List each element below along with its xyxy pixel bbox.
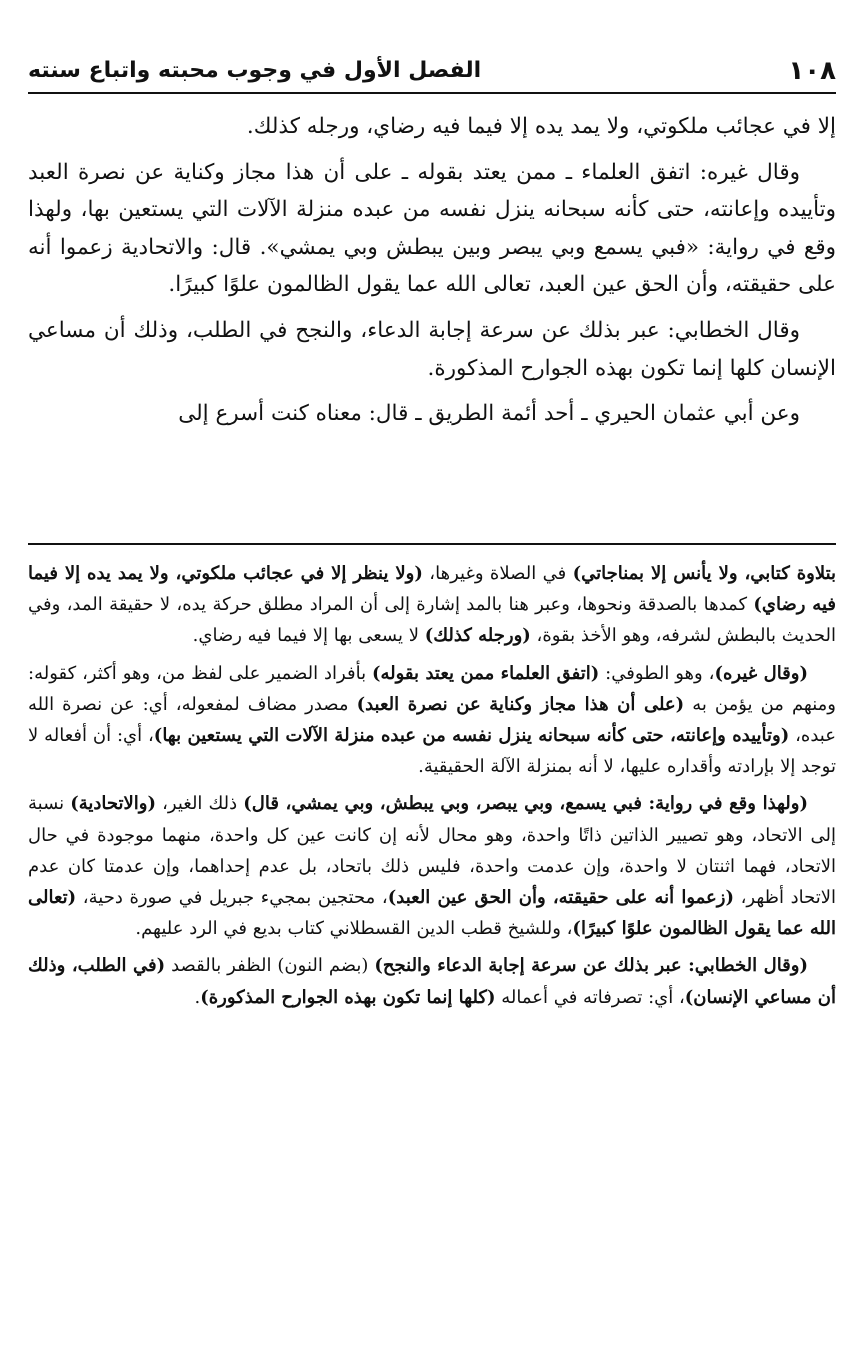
commentary-segment: (كلها إنما تكون بهذه الجوارح المذكورة): [200, 986, 496, 1008]
commentary-segment: ، وللشيخ قطب الدين القسطلاني كتاب بديع في الرد عليهم.: [135, 918, 573, 940]
commentary: [28, 558, 836, 1013]
commentary-paragraph-1: [28, 558, 836, 652]
main-text: [28, 108, 836, 433]
commentary-segment: (والاتحادية): [70, 793, 157, 815]
commentary-segment: (وتأييده وإعانته، حتى كأنه سبحانه ينزل نفسه من عبده منزلة الآلات التي يستعين بها): [153, 725, 790, 747]
main-paragraph-1: إلا في عجائب ملكوتي، ولا يمد يده إلا فيما فيه رضاي، ورجله كذلك.: [246, 114, 836, 139]
commentary-paragraph-4: [28, 950, 836, 1012]
commentary-segment: ، محتجين بمجيء جبريل في صورة دحية،: [76, 887, 388, 909]
commentary-segment: (اتفق العلماء ممن يعتد بقوله): [371, 662, 600, 684]
commentary-segment: ، أي: أن أفعاله لا توجد إلا بإرادته وأقداره عليها، لا أنه بمنزلة الآلة الحقيقية.: [28, 725, 836, 778]
commentary-segment: بأفراد الضمير على لفظ من، وهو أكثر، كقوله: ومنهم من يؤمن به: [28, 662, 836, 715]
commentary-segment: (ولهذا وقع في رواية: فبي يسمع، وبي يبصر، وبي يبطش، وبي يمشي، قال): [243, 793, 809, 815]
book-page: [28, 0, 836, 1359]
running-title: الفصل الأول في وجوب محبته واتباع سنته: [28, 58, 482, 83]
commentary-segment: مصدر مضاف لمفعوله، أي: عن نصرة الله عبده،: [28, 693, 836, 747]
commentary-segment: نسبة إلى الاتحاد، وهو تصيير الذاتين ذاتًا واحدة، وهو محال لأنه إن كانت عين كل واحدة، منهما موجودة في حال الاتحاد، فهما اثنتان لا واحدة، وإن عدمت واحدة، فليس ذلك باتحاد، بل عدم إحداهما، وإن عدمتا كان عدم الاتحاد أظهر،: [28, 793, 836, 909]
footnote-separator: [28, 543, 836, 545]
commentary-segment: في الصلاة وغيرها،: [422, 563, 573, 584]
commentary-segment: (وقال الخطابي: عبر بذلك عن سرعة إجابة الدعاء والنجح): [374, 955, 808, 977]
page-number: ١٠٨: [788, 56, 836, 86]
commentary-segment: (وقال غيره): [714, 662, 808, 684]
commentary-segment: (تعالى الله عما يقول الظالمون علوًا كبيرًا): [28, 887, 836, 940]
main-paragraph-3: وقال الخطابي: عبر بذلك عن سرعة إجابة الدعاء، والنجح في الطلب، وذلك أن مساعي الإنسان كلها إنما تكون بهذه الجوارح المذكورة.: [28, 317, 836, 381]
commentary-paragraph-2: [28, 658, 836, 783]
commentary-segment: ، وهو الطوفي:: [599, 662, 715, 684]
commentary-segment: لا يسعى بها إلا فيما فيه رضاي.: [192, 625, 425, 647]
commentary-segment: (في الطلب، وذلك أن مساعي الإنسان): [28, 955, 836, 1008]
commentary-segment: (ورجله كذلك): [424, 625, 531, 647]
commentary-segment: (بضم النون) الظفر بالقصد: [165, 955, 375, 977]
commentary-segment: بتلاوة كتابي، ولا يأنس إلا بمناجاتي): [572, 563, 837, 584]
commentary-segment: كمدها بالصدقة ونحوها، وعبر هنا بالمد إشارة إلى أن المراد مطلق حركة يده، لا حقيقة المد، وفي الحديث بالبطش لشرفه، وهو الأخذ بقوة،: [28, 594, 836, 647]
main-paragraph-2: وقال غيره: اتفق العلماء ـ ممن يعتد بقوله ـ على أن هذا مجاز وكناية عن نصرة العبد وتأييده وإعانته، حتى كأنه سبحانه ينزل نفسه من عبده منزلة الآلات التي يستعين بها، ولهذا وقع في رواية: «فبي يسمع وبي يبصر وبين يبطش وبي يمشي». قال: والاتحادية زعموا أنه على حقيقته، وأن الحق عين العبد، تعالى الله عما يقول الظالمون علوًا كبيرًا.: [28, 159, 836, 298]
commentary-segment: (زعموا أنه على حقيقته، وأن الحق عين العبد): [387, 887, 734, 909]
commentary-segment: (ولا ينظر إلا في عجائب ملكوتي، ولا يمد يده إلا فيما فيه رضاي): [28, 563, 836, 616]
commentary-segment: (على أن هذا مجاز وكناية عن نصرة العبد): [356, 693, 685, 715]
main-paragraph-4: وعن أبي عثمان الحيري ـ أحد أئمة الطريق ـ قال: معناه كنت أسرع إلى: [178, 401, 800, 427]
commentary-segment: ذلك الغير،: [156, 793, 244, 815]
commentary-segment: ، أي: تصرفاته في أعماله: [495, 986, 685, 1008]
commentary-segment: .: [194, 986, 201, 1008]
commentary-paragraph-3: [28, 788, 836, 944]
page-header: [28, 52, 836, 94]
